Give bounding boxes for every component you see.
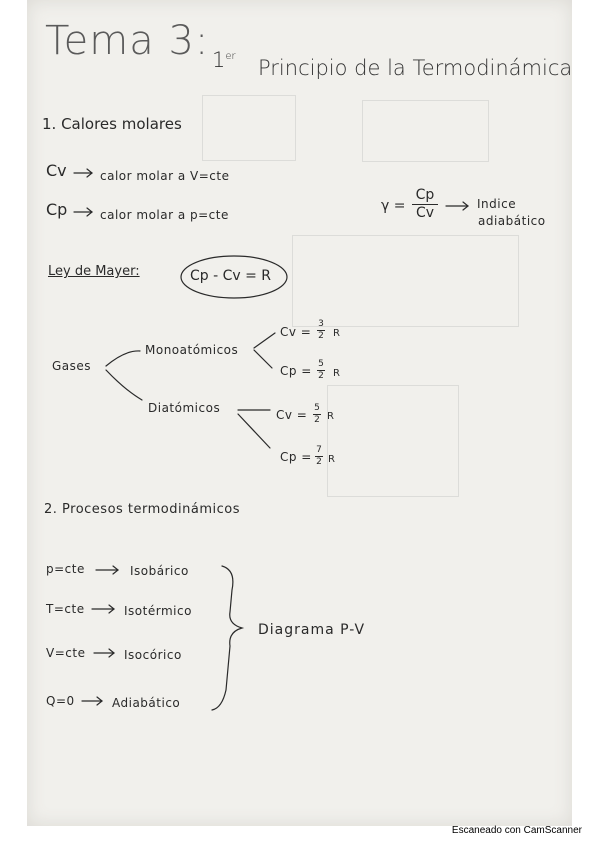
cv-description: calor molar a V=cte [100, 169, 230, 183]
mayer-formula: Cp - Cv = R [190, 268, 272, 284]
mayer-label: Ley de Mayer: [48, 264, 140, 279]
mono-cp-den: 2 [318, 371, 324, 381]
di-cp-den: 2 [316, 457, 322, 467]
process-cond-3: Q=0 [46, 694, 75, 708]
page-title: Tema 3: [45, 18, 210, 64]
process-cond-2: V=cte [46, 646, 86, 660]
curly-brace [212, 566, 242, 710]
gases-root: Gases [52, 359, 92, 373]
mono-label: Monoatómicos [145, 343, 239, 357]
mono-cp-r: R [333, 368, 341, 379]
cp-description: calor molar a p=cte [100, 208, 229, 222]
section2-heading: 2. Procesos termodinámicos [44, 502, 240, 517]
title-ordinal-number: 1 [212, 48, 226, 72]
tree-branch [254, 350, 272, 368]
tree-branch [254, 333, 275, 348]
gamma-result-line1: Indice [477, 197, 517, 211]
process-cond-1: T=cte [46, 602, 85, 616]
scanner-footer: Escaneado con CamScanner [451, 825, 582, 836]
di-cv-den: 2 [314, 415, 320, 425]
gamma-numerator: Cp [415, 187, 435, 203]
mono-cv-r: R [333, 328, 341, 339]
mono-cv-den: 2 [318, 331, 324, 341]
di-cp-r: R [328, 454, 336, 465]
process-name-3: Adiabático [112, 696, 181, 710]
process-name-0: Isobárico [130, 564, 189, 578]
di-cv-num: 5 [314, 403, 320, 413]
tree-branch [238, 414, 270, 448]
title-rest: Principio de la Termodinámica [258, 56, 573, 80]
di-cp-num: 7 [316, 445, 322, 455]
mono-cv-num: 3 [318, 319, 324, 329]
gamma-lhs: γ = [381, 198, 406, 214]
cp-symbol: Cp [46, 200, 68, 219]
process-cond-0: p=cte [46, 562, 85, 576]
di-cp-lhs: Cp = [280, 450, 312, 464]
section1-heading: 1. Calores molares [42, 115, 182, 133]
mono-cp-lhs: Cp = [280, 364, 312, 378]
di-cv-lhs: Cv = [276, 408, 308, 422]
mayer-ellipse [181, 256, 287, 298]
process-name-1: Isotérmico [124, 604, 192, 618]
di-cv-r: R [327, 411, 335, 422]
gamma-result-line2: adiabático [478, 214, 546, 228]
mono-cp-num: 5 [318, 359, 324, 369]
cv-symbol: Cv [46, 161, 67, 180]
tree-branch [106, 370, 142, 400]
title-ordinal-suffix: er [225, 51, 236, 62]
gamma-denominator: Cv [415, 205, 435, 221]
diagram-label: Diagrama P-V [258, 622, 366, 638]
tree-branch [106, 351, 140, 366]
mono-cv-lhs: Cv = [280, 325, 312, 339]
di-label: Diatómicos [148, 401, 221, 415]
process-name-2: Isocórico [124, 648, 182, 662]
